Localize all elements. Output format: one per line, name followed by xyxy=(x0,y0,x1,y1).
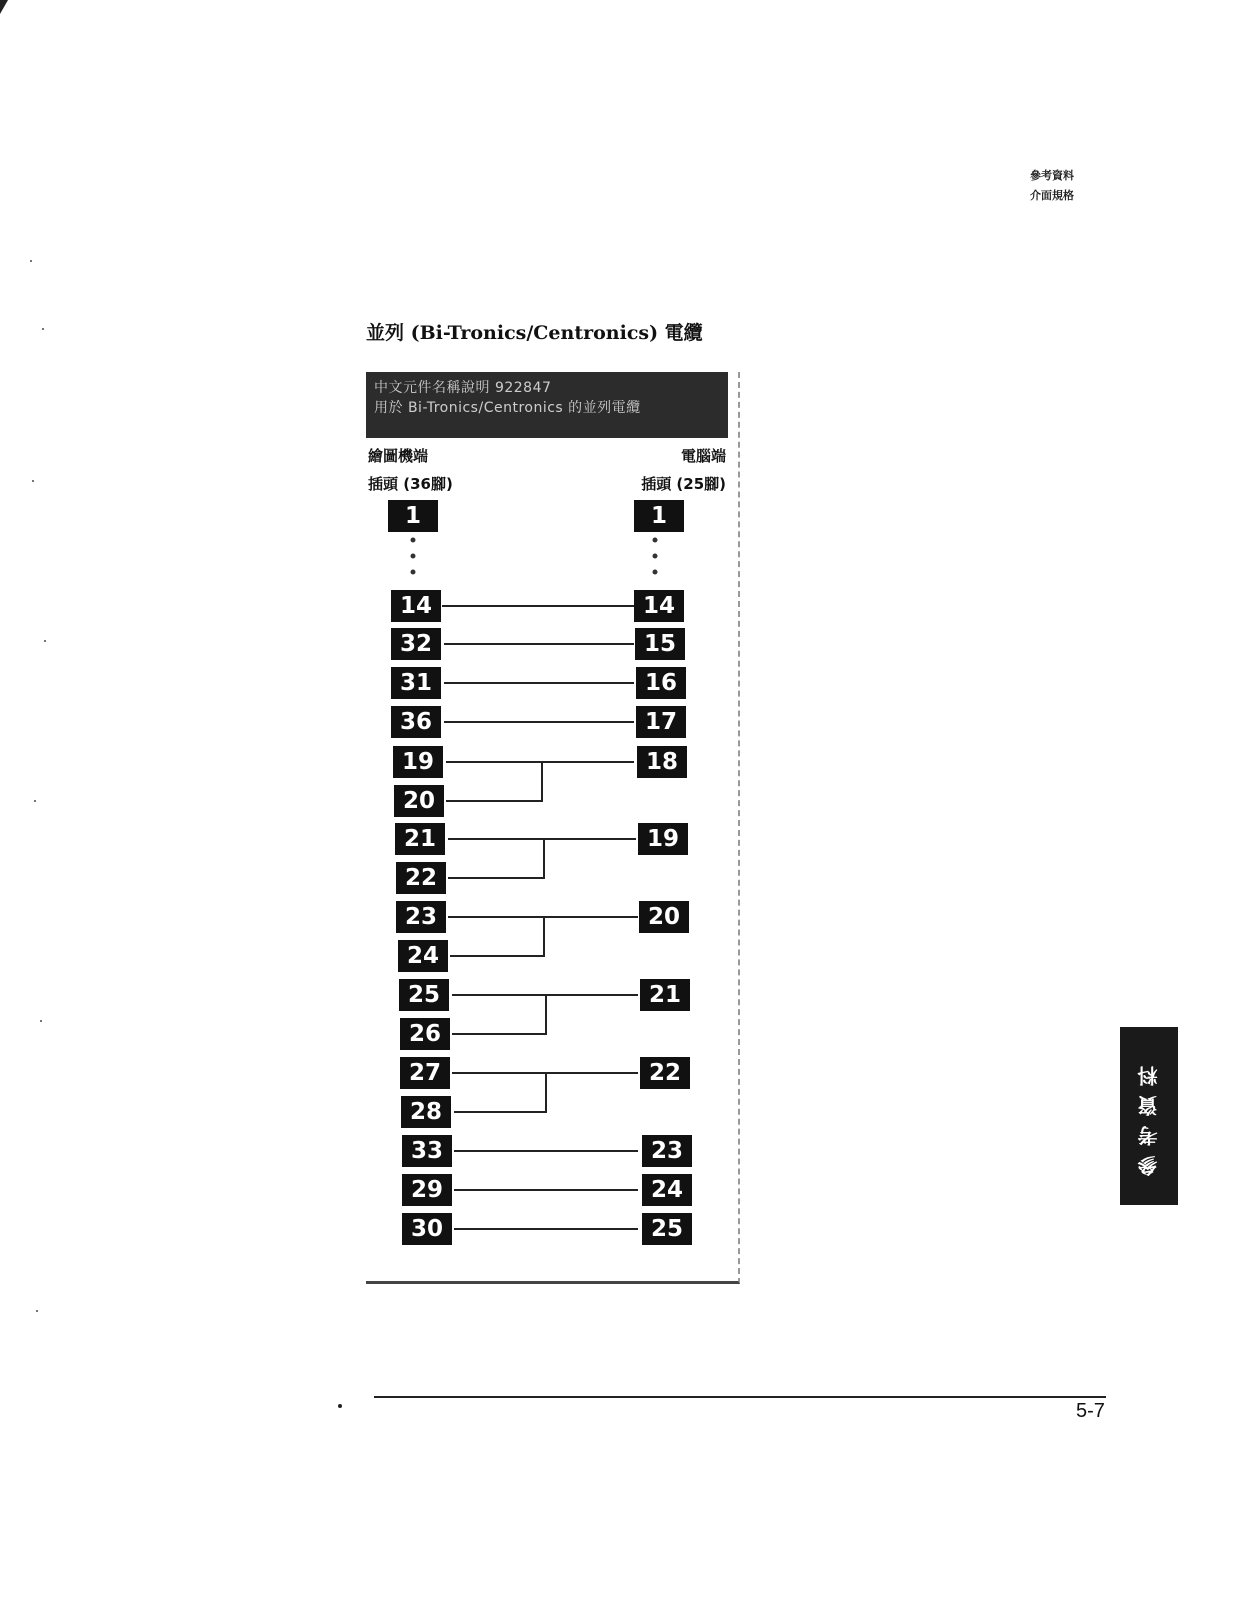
reference-side-tab: 參考資料 xyxy=(1120,1027,1178,1205)
footer-rule xyxy=(374,1396,1106,1398)
computer-side-label-line2: 插頭 (25腳) xyxy=(641,475,726,493)
page-number: 5-7 xyxy=(1076,1400,1105,1422)
diagram-header-line1: 中文元件名稱說明 922847 xyxy=(374,380,552,396)
computer-pin-1: 1 xyxy=(634,500,684,532)
computer-side-label-line1: 電腦端 xyxy=(680,447,726,465)
plotter-pin-26: 26 xyxy=(400,1018,450,1050)
cable-pinout-diagram xyxy=(366,372,740,1284)
scan-corner-mark xyxy=(0,0,8,14)
header-ref-line1: 參考資料 xyxy=(1030,169,1074,182)
plotter-pin-28: 28 xyxy=(401,1096,451,1128)
computer-pin-19: 19 xyxy=(638,823,688,855)
computer-pin-16: 16 xyxy=(636,667,686,699)
computer-pin-18: 18 xyxy=(637,746,687,778)
plotter-pin-27: 27 xyxy=(400,1057,450,1089)
plotter-pin-36: 36 xyxy=(391,706,441,738)
computer-pin-23: 23 xyxy=(642,1135,692,1167)
header-reference xyxy=(1030,166,1074,206)
computer-pin-24: 24 xyxy=(642,1174,692,1206)
computer-pin-17: 17 xyxy=(636,706,686,738)
diagram-border xyxy=(366,372,740,1284)
computer-pin-15: 15 xyxy=(635,628,685,660)
plotter-pin-14: 14 xyxy=(391,590,441,622)
plotter-pin-31: 31 xyxy=(391,667,441,699)
plotter-side-label-line1: 繪圖機端 xyxy=(368,447,429,465)
plotter-pin-32: 32 xyxy=(391,628,441,660)
plotter-pin-24: 24 xyxy=(398,940,448,972)
computer-pin-21: 21 xyxy=(640,979,690,1011)
footer-dot xyxy=(338,1404,342,1408)
diagram-header-line2: 用於 Bi-Tronics/Centronics 的並列電纜 xyxy=(374,400,641,416)
plotter-side-label-line2: 插頭 (36腳) xyxy=(368,475,453,493)
plotter-pin-25: 25 xyxy=(399,979,449,1011)
header-ref-line2: 介面規格 xyxy=(1030,189,1074,202)
plotter-pin-23: 23 xyxy=(396,901,446,933)
plotter-pin-1: 1 xyxy=(388,500,438,532)
computer-pin-14: 14 xyxy=(634,590,684,622)
plotter-pin-30: 30 xyxy=(402,1213,452,1245)
plotter-pin-29: 29 xyxy=(402,1174,452,1206)
computer-pin-22: 22 xyxy=(640,1057,690,1089)
plotter-pin-19: 19 xyxy=(393,746,443,778)
plotter-pin-21: 21 xyxy=(395,823,445,855)
section-title: 並列 (Bi-Tronics/Centronics) 電纜 xyxy=(366,322,703,344)
scan-margin-specks xyxy=(30,260,60,1360)
plotter-pin-22: 22 xyxy=(396,862,446,894)
plotter-pin-33: 33 xyxy=(402,1135,452,1167)
computer-pin-20: 20 xyxy=(639,901,689,933)
plotter-pin-20: 20 xyxy=(394,785,444,817)
computer-pin-25: 25 xyxy=(642,1213,692,1245)
